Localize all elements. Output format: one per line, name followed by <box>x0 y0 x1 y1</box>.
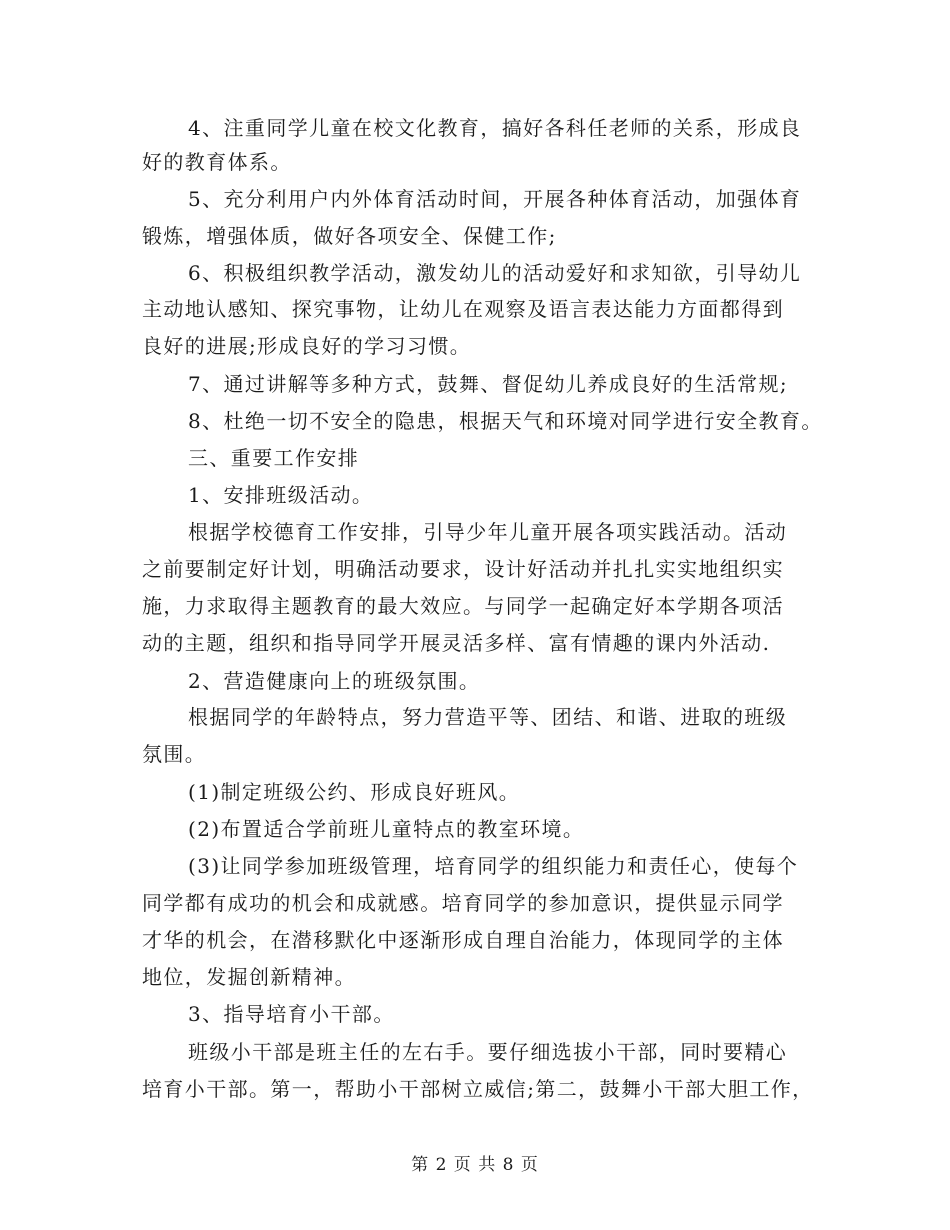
text-line: 锻炼，增强体质，做好各项安全、保健工作; <box>142 224 557 248</box>
text-line: 4、注重同学儿童在校文化教育，搞好各科任老师的关系，形成良 <box>188 116 802 140</box>
text-line: 6、积极组织教学活动，激发幼儿的活动爱好和求知欲，引导幼儿 <box>188 261 802 285</box>
text-line: 培育小干部。第一，帮助小干部树立威信;第二，鼓舞小干部大胆工作， <box>142 1077 814 1101</box>
text-line: 根据同学的年龄特点，努力营造平等、团结、和谐、进取的班级 <box>188 705 788 729</box>
text-line: 地位，发掘创新精神。 <box>142 965 356 989</box>
text-line: 根据学校德育工作安排，引导少年儿童开展各项实践活动。活动 <box>188 520 788 544</box>
subsection-heading: 1、安排班级活动。 <box>188 483 374 507</box>
subsection-heading: 2、营造健康向上的班级氛围。 <box>188 669 481 693</box>
text-line: (1)制定班级公约、形成良好班风。 <box>188 780 521 804</box>
text-line: 之前要制定好计划，明确活动要求，设计好活动并扎扎实实地组织实 <box>142 557 784 581</box>
text-line: (3)让同学参加班级管理，培育同学的组织能力和责任心，使每个 <box>188 854 799 878</box>
text-line: 才华的机会，在潜移默化中逐渐形成自理自治能力，体现同学的主体 <box>142 928 784 952</box>
text-line: 7、通过讲解等多种方式，鼓舞、督促幼儿养成良好的生活常规; <box>188 372 789 396</box>
text-line: 好的教育体系。 <box>142 150 292 174</box>
text-line: (2)布置适合学前班儿童特点的教室环境。 <box>188 817 585 841</box>
page-footer: 第 2 页 共 8 页 <box>411 1155 539 1175</box>
text-line: 主动地认感知、探究事物，让幼儿在观察及语言表达能力方面都得到 <box>142 297 784 321</box>
text-line: 良好的进展;形成良好的学习习惯。 <box>142 334 472 358</box>
text-line: 班级小干部是班主任的左右手。要仔细选拔小干部，同时要精心 <box>188 1040 788 1064</box>
text-line: 氛围。 <box>142 742 207 766</box>
text-line: 8、杜绝一切不安全的隐患，根据天气和环境对同学进行安全教育。 <box>188 409 823 433</box>
text-line: 5、充分利用户内外体育活动时间，开展各种体育活动，加强体育 <box>188 187 802 211</box>
text-line: 动的主题，组织和指导同学开展灵活多样、富有情趣的课内外活动. <box>142 631 771 655</box>
text-line: 同学都有成功的机会和成就感。培育同学的参加意识，提供显示同学 <box>142 891 784 915</box>
subsection-heading: 3、指导培育小干部。 <box>188 1002 395 1026</box>
section-heading: 三、重要工作安排 <box>188 446 360 470</box>
text-line: 施，力求取得主题教育的最大效应。与同学一起确定好本学期各项活 <box>142 594 784 618</box>
